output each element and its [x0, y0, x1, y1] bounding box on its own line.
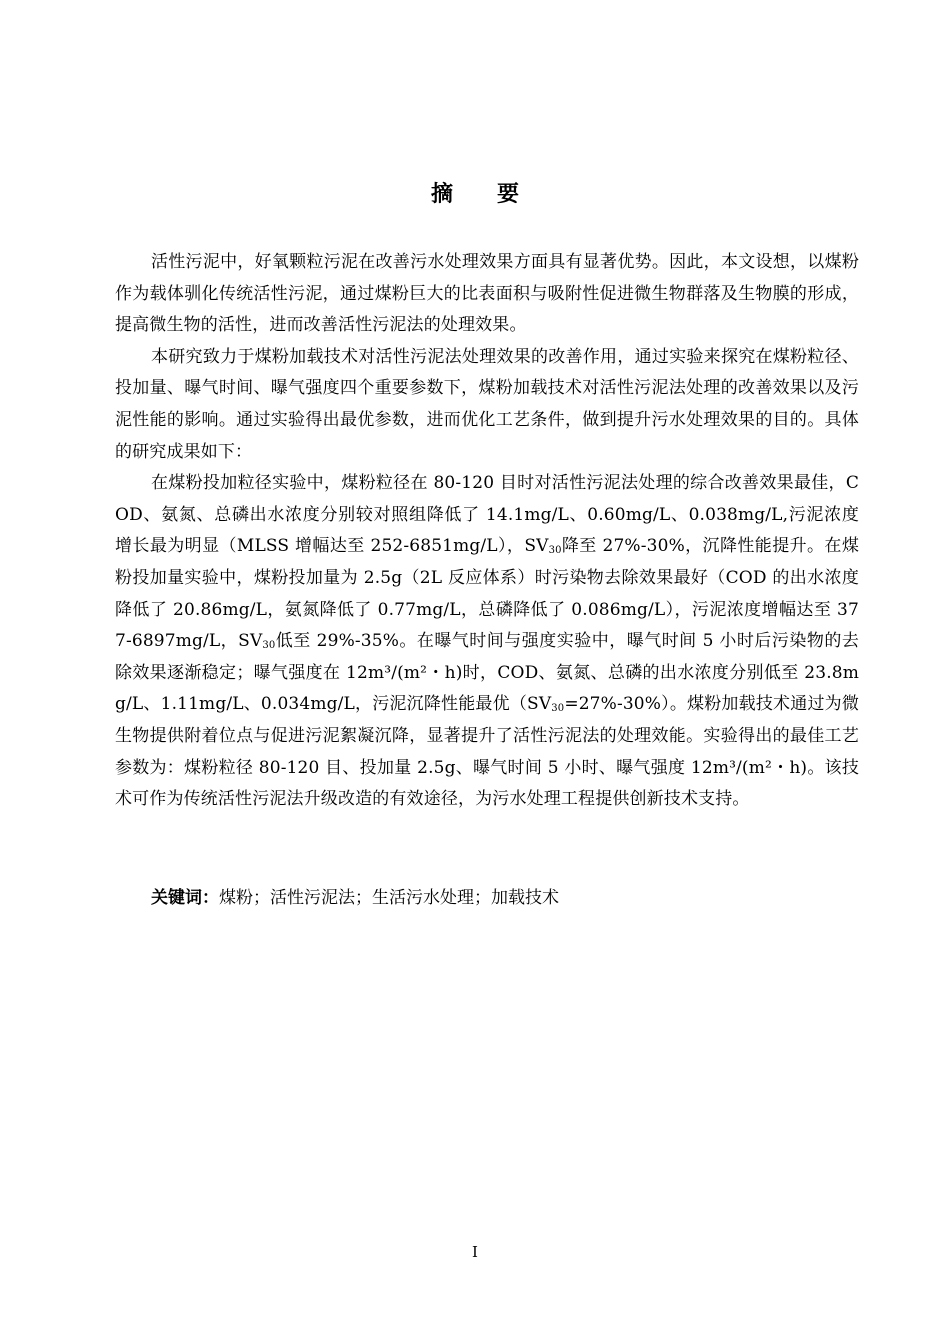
subscript-30: 30 [548, 545, 562, 557]
paragraph-3 [115, 468, 859, 816]
abstract-body [115, 247, 859, 816]
keywords-text: 煤粉；活性污泥法；生活污水处理；加载技术 [219, 888, 559, 908]
paragraph-2: 本研究致力于煤粉加载技术对活性污泥法处理效果的改善作用，通过实验来探究在煤粉粒径、投加量、曝气时间、曝气强度四个重要参数下，煤粉加载技术对活性污泥法处理的改善效果以及污泥性能的影响。通过实验得出最优参数，进而优化工艺条件，做到提升污水处理效果的目的。具体的研究成果如下： [115, 346, 859, 462]
subscript-30: 30 [551, 703, 565, 715]
heading-char-1: 摘 [430, 182, 453, 207]
paragraph-3-segment-4: =27%-30%）。煤粉加载技术通过为微生物提供附着位点与促进污泥絮凝沉降，显著提升了活性污泥法的处理效能。实验得出的最佳工艺参数为：煤粉粒径 80-120 目、投加量 2.5g、曝气时间 5 小时、曝气强度 12m³/(m²・h)。该技术可作为传统活性污泥法升级改造的有效途径，为污水处理工程提供创新技术支持。 [115, 694, 860, 810]
paragraph-1: 活性污泥中，好氧颗粒污泥在改善污水处理效果方面具有显著优势。因此，本文设想，以煤粉作为载体驯化传统活性污泥，通过煤粉巨大的比表面积与吸附性促进微生物群落及生物膜的形成，提高微生物的活性，进而改善活性污泥法的处理效果。 [115, 252, 859, 336]
heading-char-2: 要 [497, 182, 520, 207]
paragraph-3-segment-1: 在煤粉投加粒径实验中，煤粉粒径在 80-120 目时对活性污泥法处理的综合改善效果最佳，COD、氨氮、总磷出水浓度分别较对照组降低了 14.1mg/L、0.60mg/L、0.038mg/L,污泥浓度增长最为明显（MLSS 增幅达至 252-6851mg/L），SV [115, 473, 859, 557]
paragraph-3-segment-3: 低至 29%-35%。在曝气时间与强度实验中，曝气时间 5 小时后污染物的去除效果逐渐稳定；曝气强度在 12m³/(m²・h)时，COD、氨氮、总磷的出水浓度分别低至 23.8mg/L、1.11mg/L、0.034mg/L，污泥沉降性能最优（SV [115, 631, 860, 715]
paragraph-3-segment-2: 降至 27%-30%，沉降性能提升。在煤粉投加量实验中，煤粉投加量为 2.5g（2L 反应体系）时污染物去除效果最好（COD 的出水浓度降低了 20.86mg/L，氨氮降低了 0.77mg/L，总磷降低了 0.086mg/L），污泥浓度增幅达至 377-6897mg/L，SV [115, 536, 860, 652]
keywords-line [151, 883, 559, 913]
keywords-label: 关键词： [151, 888, 219, 908]
abstract-heading [0, 180, 950, 210]
subscript-30: 30 [262, 640, 276, 652]
page-number: I [472, 1243, 478, 1261]
